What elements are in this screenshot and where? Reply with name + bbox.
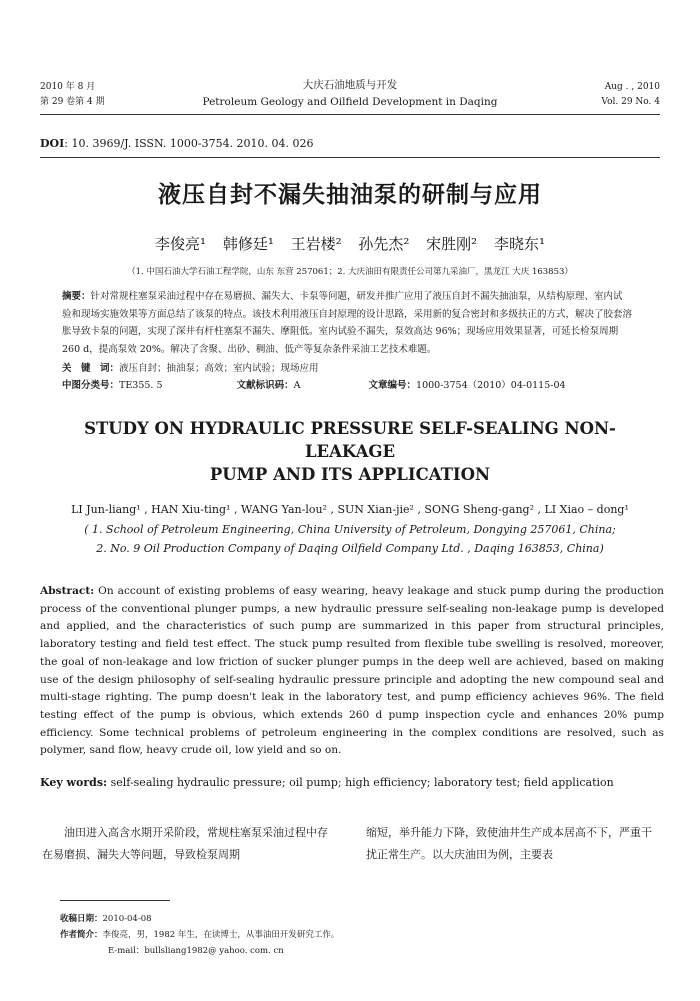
keywords-en [40,776,614,789]
abstract-cn-text: 针对常规柱塞泵采油过程中存在易磨损、漏失大、卡泵等问题，研发并推广应用了液压自封不漏失抽油泵，从结构原理、室内试验和现场实施效果等方面总结了该泵的特点。该技术利用液压自封原理的设计思路，采用新的复合密封和多级扶正的方式，解决了胶套溶胀导致卡泵的问题，实现了深井有杆柱塞泵不漏失、摩阻低。室内试验不漏失，泵效高达 96%；现场应用效果显著，可延长检泵周期 260 d，提高泵效 20%。解决了含聚、出砂、稠油、低产等复杂条件采油工艺技术难题。 [62,291,633,355]
keywords-en-text: self-sealing hydraulic pressure; oil pump; high efficiency; laboratory test; field application [110,776,614,789]
doc-code-value: A [293,380,301,391]
footnote-email [108,944,284,958]
header-date-en: Aug . , 2010 [604,82,660,92]
keywords-cn [62,360,319,377]
clc-value: TE355. 5 [119,380,163,391]
doi-line: DOI: 10. 3969/J. ISSN. 1000-3754. 2010. 04. 026 [40,137,314,150]
keywords-cn-text: 液压自封；抽油泵；高效；室内试验；现场应用 [119,363,319,374]
abstract-cn-label: 摘要： [62,291,91,302]
doi-value: 10. 3969/J. ISSN. 1000-3754. 2010. 04. 026 [71,137,314,150]
abstract-en [40,583,664,760]
classification-cn [62,377,566,394]
abstract-en-text: On account of existing problems of easy wearing, heavy leakage and stuck pump during the production process of the conventional plunger pumps, a new hydraulic pressure self-sealing non-leakage pump is developed and applied, and the characteristics of such pump are summarized in this paper from structural principles, laboratory testing and field test effect. The stuck pump resulted from flexible tube swelling is resolved, moreover, the goal of non-leakage and low friction of sucker plunger pumps in the deep well are achieved, based on making use of the design philosophy of self-sealing hydraulic pressure principle and adopting the new compound seal and multi-stage righting. The pump doesn't leak in the laboratory test, and pump efficiency achieves 96%. The field testing effect of the pump is obvious, which extends 260 d pump inspection cycle and enhances 20% pump efficiency. Some technical problems of petroleum engineering in the complex conditions are resolved, such as polymer, sand flow, heavy crude oil, low yield and so on. [40,585,664,757]
header-date-cn: 2010 年 8 月 [40,82,96,92]
authors-cn: 李俊亮¹ 韩修廷¹ 王岩楼² 孙先杰² 宋胜刚² 李晓东¹ [155,235,545,253]
clc-label: 中图分类号： [62,380,120,391]
received-label: 收稿日期： [60,914,103,924]
journal-title-en: Petroleum Geology and Oilfield Development in Daqing [202,96,498,108]
received-date: 2010-04-08 [102,914,152,924]
header-rule [40,114,660,115]
article-number-label: 文章编号： [368,380,417,391]
author-bio-label: 作者简介： [60,930,103,940]
abstract-cn [62,288,632,358]
footnote-received [60,912,152,926]
paper-title-en-line1: STUDY ON HYDRAULIC PRESSURE SELF-SEALING NON-LEAKAGE [84,419,616,461]
header-volume-cn: 第 29 卷第 4 期 [40,97,105,107]
paper-title-en [40,417,660,486]
affiliation-en-1: ( 1. School of Petroleum Engineering, China University of Petroleum, Dongying 257061, China; [84,523,616,536]
footnote-rule [60,900,170,901]
journal-title-cn: 大庆石油地质与开发 [302,79,398,91]
doi-rule [40,157,660,158]
author-bio: 李俊亮，男，1982 年生，在读博士，从事油田开发研究工作。 [102,930,340,940]
header-volume-en: Vol. 29 No. 4 [601,97,660,107]
affiliation-cn: （1. 中国石油大学石油工程学院，山东 东营 257061；2. 大庆油田有限责任公司第九采油厂，黑龙江 大庆 163853） [127,267,573,277]
body-column-right: 缩短，举升能力下降，致使油井生产成本居高不下，严重干扰正常生产。以大庆油田为例，主要表 [366,826,652,861]
doc-code-label: 文献标识码： [236,380,294,391]
affiliation-en-2: 2. No. 9 Oil Production Company of Daqing Oilfield Company Ltd. , Daqing 163853, China) [96,542,604,555]
email-label: E-mail： [108,946,145,956]
authors-en: LI Jun-liang¹ , HAN Xiu-ting¹ , WANG Yan-lou² , SUN Xian-jie² , SONG Sheng-gang² , LI Xiao – dong¹ [71,503,629,516]
keywords-en-label: Key words: [40,776,108,789]
keywords-cn-label: 关 键 词： [62,363,120,374]
email-address[interactable]: bullsliang1982@ yahoo. com. cn [144,946,284,956]
body-column-left: 油田进入高含水期开采阶段，常规柱塞泵采油过程中存在易磨损、漏失大等问题，导致检泵周期 [42,826,328,861]
doi-label: DOI [40,137,65,150]
footnote-author [60,928,339,942]
paper-title-en-line2: PUMP AND ITS APPLICATION [209,465,491,484]
paper-title-cn: 液压自封不漏失抽油泵的研制与应用 [158,182,542,208]
abstract-en-label: Abstract: [40,585,95,597]
article-number-value: 1000-3754（2010）04-0115-04 [416,380,566,391]
